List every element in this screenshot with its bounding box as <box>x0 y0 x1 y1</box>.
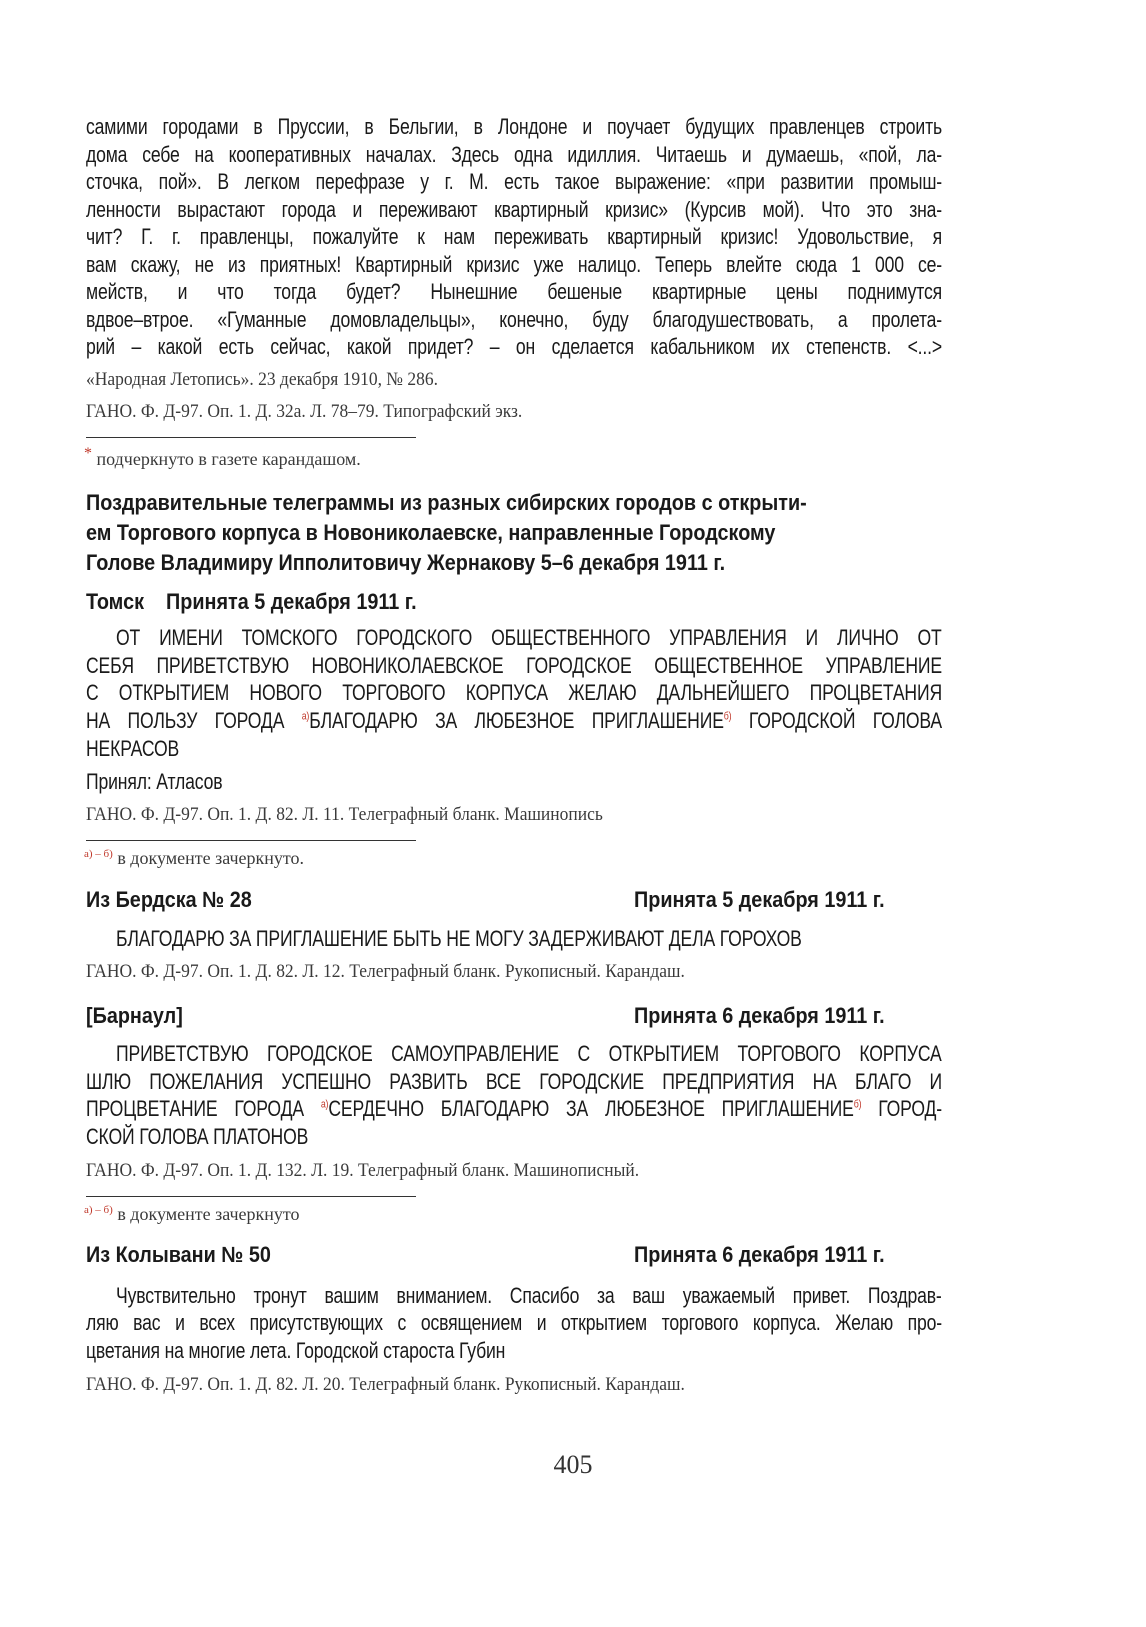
struck-text: БЛАГОДАРЮ ЗА ЛЮБЕЗНОЕ ПРИГЛАШЕНИЕ <box>309 708 724 733</box>
telegram-title-tomsk: Томск Принята 5 декабря 1911 г. <box>86 589 417 614</box>
telegram-date: Принята 6 декабря 1911 г. <box>634 1003 885 1028</box>
section-heading: Голове Владимиру Ипполитовичу Жернакову 5–6 декабря 1911 г. <box>86 550 726 575</box>
footnote-marker: а) – б) <box>84 848 113 860</box>
text: ГОРОД- <box>861 1096 942 1121</box>
archive-reference: ГАНО. Ф. Д-97. Оп. 1. Д. 82. Л. 11. Телеграфный бланк. Машинопись <box>86 804 603 825</box>
text: НА ПОЛЬЗУ ГОРОДА <box>86 708 302 733</box>
body-line: сточка, пой». В легком перефразе у г. М. есть такое выражение: «при развитии промыш- <box>86 169 942 194</box>
body-line: ленности вырастают города и переживают квартирный кризис» (Курсив мой). Что это зна- <box>86 197 942 222</box>
archive-reference: ГАНО. Ф. Д-97. Оп. 1. Д. 82. Л. 20. Телеграфный бланк. Рукописный. Карандаш. <box>86 1374 685 1395</box>
archive-reference: ГАНО. Ф. Д-97. Оп. 1. Д. 132. Л. 19. Телеграфный бланк. Машинописный. <box>86 1160 640 1181</box>
telegram-line: ляю вас и всех присутствующих с освящением и открытием торгового корпуса. Желаю про- <box>86 1310 942 1335</box>
footnote-marker: б) <box>723 710 732 723</box>
body-line: дома себе на кооперативных началах. Здесь одна идиллия. Читаешь и думаешь, «пой, ла- <box>86 142 942 167</box>
footnote-marker: * <box>84 445 92 462</box>
footnote-rule <box>86 1196 416 1197</box>
footnote-text: подчеркнуто в газете карандашом. <box>96 449 361 469</box>
footnote-rule <box>86 437 416 438</box>
received-by: Принял: Атласов <box>86 769 223 794</box>
telegram-line: ОТ ИМЕНИ ТОМСКОГО ГОРОДСКОГО ОБЩЕСТВЕННОГО УПРАВЛЕНИЯ И ЛИЧНО ОТ <box>116 625 942 650</box>
section-heading: ем Торгового корпуса в Новониколаевске, направленные Городскому <box>86 520 776 545</box>
footnote-marker: б) <box>853 1098 862 1111</box>
footnote-marker: а) <box>320 1098 329 1111</box>
archive-reference: ГАНО. Ф. Д-97. Оп. 1. Д. 82. Л. 12. Телеграфный бланк. Рукописный. Карандаш. <box>86 961 685 982</box>
telegram-title-barnaul: [Барнаул] <box>86 1003 183 1028</box>
telegram-line: Чувствительно тронут вашим вниманием. Спасибо за ваш уважаемый привет. Поздрав- <box>116 1283 942 1308</box>
text: ПРОЦВЕТАНИЕ ГОРОДА <box>86 1096 321 1121</box>
archive-reference: ГАНО. Ф. Д-97. Оп. 1. Д. 32а. Л. 78–79. Типографский экз. <box>86 401 523 422</box>
body-line: вдвое–втрое. «Гуманные домовладельцы», конечно, буду благодушествовать, а пролета- <box>86 307 942 332</box>
telegram-line: СЕБЯ ПРИВЕТСТВУЮ НОВОНИКОЛАЕВСКОЕ ГОРОДСКОЕ ОБЩЕСТВЕННОЕ УПРАВЛЕНИЕ <box>86 653 942 678</box>
telegram-line: БЛАГОДАРЮ ЗА ПРИГЛАШЕНИЕ БЫТЬ НЕ МОГУ ЗАДЕРЖИВАЮТ ДЕЛА ГОРОХОВ <box>116 926 802 951</box>
footnote <box>84 848 304 869</box>
telegram-date: Принята 5 декабря 1911 г. <box>634 887 885 912</box>
footnote-text: в документе зачеркнуто. <box>117 848 305 868</box>
footnote-marker: а) – б) <box>84 1204 113 1216</box>
telegram-line: цветания на многие лета. Городской староста Губин <box>86 1338 506 1363</box>
footnote-text: в документе зачеркнуто <box>117 1204 300 1224</box>
telegram-line: С ОТКРЫТИЕМ НОВОГО ТОРГОВОГО КОРПУСА ЖЕЛАЮ ДАЛЬНЕЙШЕГО ПРОЦВЕТАНИЯ <box>86 680 942 705</box>
telegram-line <box>86 708 942 734</box>
telegram-line: НЕКРАСОВ <box>86 736 180 761</box>
telegram-date: Принята 6 декабря 1911 г. <box>634 1242 885 1267</box>
body-line: рий – какой есть сейчас, какой придет? – он сделается кабальником их степенств. <...> <box>86 334 942 359</box>
telegram-line: ПРИВЕТСТВУЮ ГОРОДСКОЕ САМОУПРАВЛЕНИЕ С ОТКРЫТИЕМ ТОРГОВОГО КОРПУСА <box>116 1041 942 1066</box>
footnote <box>84 1204 300 1225</box>
telegram-line <box>86 1096 942 1122</box>
body-line: вам скажу, не из приятных! Квартирный кризис уже налицо. Теперь влейте сюда 1 000 се- <box>86 252 942 277</box>
telegram-title-berdsk: Из Бердска № 28 <box>86 887 252 912</box>
text: ГОРОДСКОЙ ГОЛОВА <box>731 708 942 733</box>
footnote-marker: а) <box>301 710 310 723</box>
struck-text: СЕРДЕЧНО БЛАГОДАРЮ ЗА ЛЮБЕЗНОЕ ПРИГЛАШЕНИЕ <box>328 1096 854 1121</box>
footnote-rule <box>86 840 416 841</box>
telegram-line: СКОЙ ГОЛОВА ПЛАТОНОВ <box>86 1124 309 1149</box>
body-line: мейств, и что тогда будет? Нынешние бешеные квартирные цены поднимутся <box>86 279 942 304</box>
telegram-title-kolyvan: Из Колывани № 50 <box>86 1242 271 1267</box>
body-line: самими городами в Пруссии, в Бельгии, в Лондоне и поучает будущих правленцев строить <box>86 114 942 139</box>
section-heading: Поздравительные телеграммы из разных сибирских городов с открыти- <box>86 490 807 515</box>
page-number: 405 <box>553 1450 593 1479</box>
telegram-line: ШЛЮ ПОЖЕЛАНИЯ УСПЕШНО РАЗВИТЬ ВСЕ ГОРОДСКИЕ ПРЕДПРИЯТИЯ НА БЛАГО И <box>86 1069 942 1094</box>
source-citation: «Народная Летопись». 23 декабря 1910, № 286. <box>86 369 438 390</box>
body-line: чит? Г. г. правленцы, пожалуйте к нам переживать квартирный кризис! Удовольствие, я <box>86 224 942 249</box>
footnote <box>84 445 361 470</box>
